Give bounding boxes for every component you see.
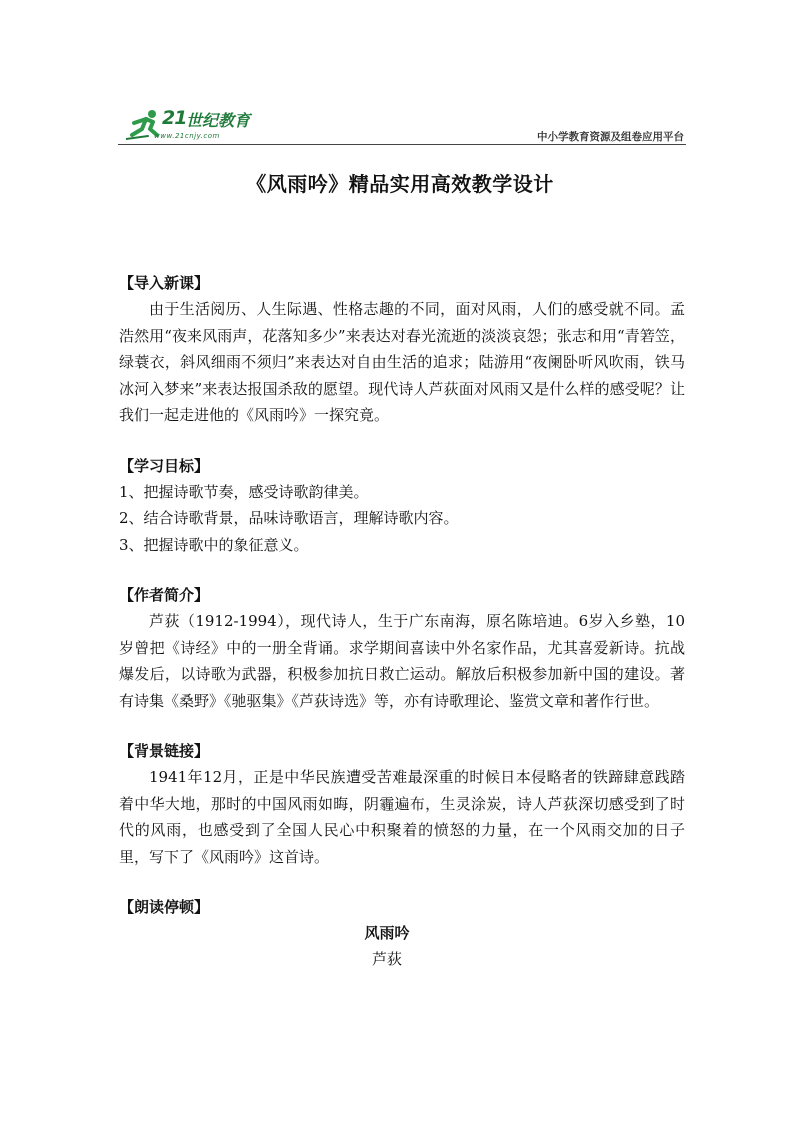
logo-url: www.21cnjy.com [154,132,220,140]
poem-title: 风雨吟 [364,924,410,942]
section-intro [119,270,685,429]
header-divider [118,144,686,145]
section-background [119,738,685,870]
section-goals [119,453,685,559]
document-title: 《风雨吟》精品实用高效教学设计 [246,172,554,196]
background-paragraph: 1941年12月，正是中华民族遭受苦难最深重的时候日本侵略者的铁蹄肆意践踏着中华大地，那时的中国风雨如晦，阴霾遍布，生灵涂炭，诗人芦荻深切感受到了时代的风雨，也感受到了全国人民心中积聚着的愤怒的力量，在一个风雨交加的日子里，写下了《风雨吟》这首诗。 [119,768,685,866]
section-heading-intro: 【导入新课】 [119,274,210,292]
logo [118,105,278,145]
section-reading [119,894,685,972]
poem-author: 芦荻 [371,950,402,968]
logo-text: 世纪教育 [186,111,251,130]
author-paragraph: 芦荻（1912-1994），现代诗人，生于广东南海，原名陈培迪。6岁入乡塾，10岁曾把《诗经》中的一册全背诵。求学期间喜读中外名家作品，尤其喜爱新诗。抗战爆发后，以诗歌为武器，积极参加抗日救亡运动。解放后积极参加新中国的建设。著有诗集《桑野》《驰驱集》《芦荻诗选》等，亦有诗歌理论、鉴赏文章和著作行世。 [119,612,685,710]
section-heading-reading: 【朗读停顿】 [119,898,210,916]
page-header [118,105,686,145]
intro-paragraph: 由于生活阅历、人生际遇、性格志趣的不同，面对风雨，人们的感受就不同。孟浩然用“夜来风雨声，花落知多少”来表达对春光流逝的淡淡哀怨；张志和用“青箬笠，绿蓑衣，斜风细雨不须归”来表达对自由生活的追求；陆游用“夜阑卧听风吹雨，铁马冰河入梦来”来表达报国杀敌的愿望。现代诗人芦荻面对风雨又是什么样的感受呢？让我们一起走进他的《风雨吟》一探究竟。 [119,300,685,424]
platform-tagline: 中小学教育资源及组卷应用平台 [537,131,684,143]
goal-item: 2、结合诗歌背景，品味诗歌语言，理解诗歌内容。 [119,509,459,527]
goal-item: 3、把握诗歌中的象征意义。 [119,535,309,554]
section-heading-author: 【作者简介】 [119,586,210,604]
goal-item: 1、把握诗歌节奏，感受诗歌韵律美。 [119,482,369,501]
section-heading-goals: 【学习目标】 [119,456,210,475]
section-heading-background: 【背景链接】 [119,742,210,760]
section-author [119,582,685,714]
document-body [119,270,685,996]
logo-number: 21 [162,107,187,129]
